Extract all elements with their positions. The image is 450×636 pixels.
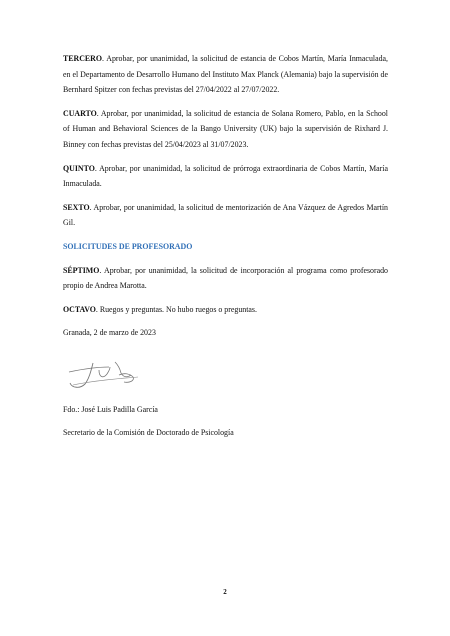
paragraph-key: QUINTO <box>63 163 95 173</box>
document-body <box>63 51 388 341</box>
signer-role: Secretario de la Comisión de Doctorado de Psicología <box>63 427 234 437</box>
signature-image <box>63 355 153 395</box>
paragraph-text: . Aprobar, por unanimidad, la solicitud de prórroga extraordinaria de Cobos Martín, María Inmaculada. <box>63 163 388 189</box>
paragraph-text: . Aprobar, por unanimidad, la solicitud de incorporación al programa como profesorado propio de Andrea Marotta. <box>63 265 388 291</box>
signer-name: Fdo.: José Luis Padilla García <box>63 405 158 414</box>
paragraph-text: . Aprobar, por unanimidad, la solicitud de estancia de Solana Romero, Pablo, en la School of Human and Behavioral Sciences de la Bango University (UK) bajo la supervisión de Rixhard J. Binney con fechas previstas del 25/04/2023 al 31/07/2023. <box>63 108 388 149</box>
signature-drawing <box>63 355 153 395</box>
paragraph-text: . Aprobar, por unanimidad, la solicitud de estancia de Cobos Martín, María Inmaculada, en el Departamento de Desarrollo Humano del Instituto Max Planck (Alemania) bajo la supervisión de Bernhard Spitzer con fechas previstas del 27/04/2022 al 27/07/2022. <box>63 54 388 95</box>
page-number: 2 <box>223 588 227 596</box>
paragraph-sexto <box>63 200 388 231</box>
paragraph-text: . Ruegos y preguntas. No hubo ruegos o preguntas. <box>95 304 257 314</box>
paragraph-key: SEXTO <box>63 202 90 212</box>
section-heading: SOLICITUDES DE PROFESORADO <box>63 241 193 251</box>
date-line: Granada, 2 de marzo de 2023 <box>63 328 156 338</box>
paragraph-cuarto <box>63 106 388 153</box>
paragraph-key: TERCERO <box>63 54 103 63</box>
paragraph-tercero <box>63 51 388 98</box>
paragraph-quinto <box>63 161 388 192</box>
signature-block <box>63 402 388 447</box>
paragraph-key: SÉPTIMO <box>63 265 100 275</box>
paragraph-key: CUARTO <box>63 108 97 118</box>
paragraph-octavo <box>63 302 388 318</box>
paragraph-key: OCTAVO <box>63 304 96 314</box>
paragraph-text: . Aprobar, por unanimidad, la solicitud de mentorización de Ana Vázquez de Agredos Martín Gil. <box>63 202 388 228</box>
paragraph-septimo <box>63 263 388 294</box>
